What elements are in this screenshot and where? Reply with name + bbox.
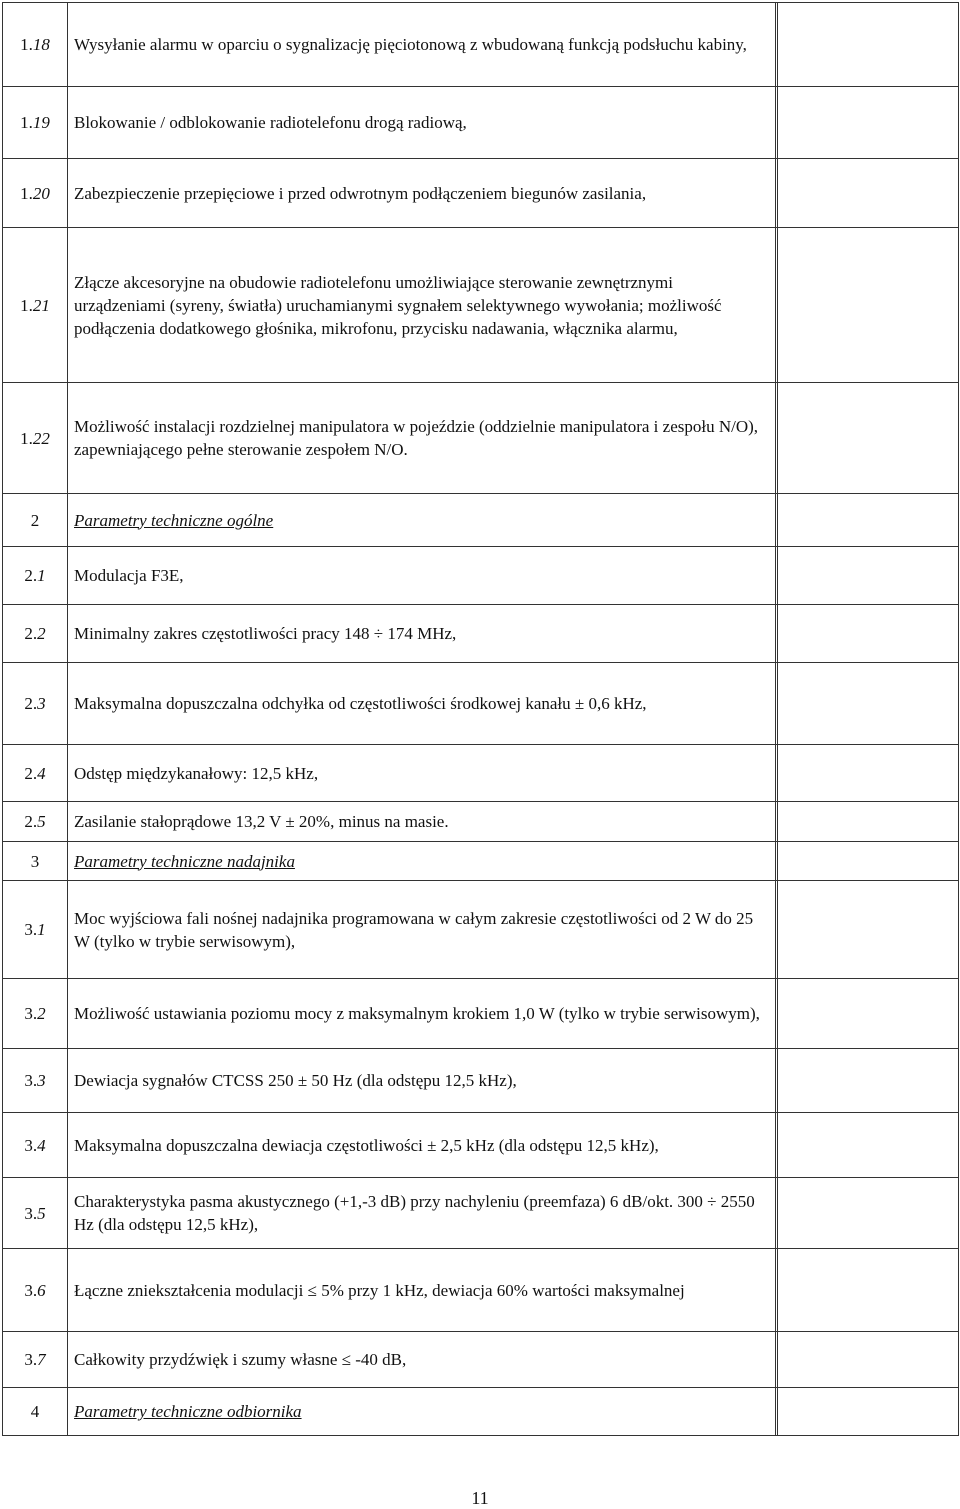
empty-cell	[778, 1178, 959, 1249]
row-description: Wysyłanie alarmu w oparciu o sygnalizację pięciotonową z wbudowaną funkcją podsłuchu kabiny,	[68, 3, 776, 87]
row-description: Blokowanie / odblokowanie radiotelefonu drogą radiową,	[68, 87, 776, 159]
row-number: 3.5	[3, 1178, 68, 1249]
table-row	[3, 383, 959, 494]
row-number: 2.2	[3, 605, 68, 663]
table-row	[3, 1049, 959, 1113]
spec-table	[2, 2, 959, 1436]
section-number: 4	[3, 1388, 68, 1436]
row-description: Minimalny zakres częstotliwości pracy 148 ÷ 174 MHz,	[68, 605, 776, 663]
table-row	[3, 547, 959, 605]
table-row	[3, 663, 959, 745]
row-description: Możliwość instalacji rozdzielnej manipulatora w pojeździe (oddzielnie manipulatora i zespołu N/O), zapewniającego pełne sterowanie zespołem N/O.	[68, 383, 776, 494]
table-row	[3, 979, 959, 1049]
section-number: 2	[3, 494, 68, 547]
row-description: Maksymalna dopuszczalna odchyłka od częstotliwości środkowej kanału ± 0,6 kHz,	[68, 663, 776, 745]
empty-cell	[778, 881, 959, 979]
row-number: 3.3	[3, 1049, 68, 1113]
section-title: Parametry techniczne nadajnika	[68, 842, 776, 881]
section-row	[3, 494, 959, 547]
empty-cell	[778, 383, 959, 494]
row-description: Zabezpieczenie przepięciowe i przed odwrotnym podłączeniem biegunów zasilania,	[68, 159, 776, 228]
row-number: 1.18	[3, 3, 68, 87]
empty-cell	[778, 87, 959, 159]
row-number: 2.3	[3, 663, 68, 745]
row-number: 1.19	[3, 87, 68, 159]
empty-cell	[778, 1332, 959, 1388]
row-number: 3.4	[3, 1113, 68, 1178]
empty-cell	[778, 745, 959, 802]
table-row	[3, 1178, 959, 1249]
empty-cell	[778, 1113, 959, 1178]
empty-cell	[778, 1249, 959, 1332]
table-row	[3, 228, 959, 383]
table-row	[3, 159, 959, 228]
empty-cell	[778, 1388, 959, 1436]
row-number: 2.4	[3, 745, 68, 802]
row-number: 3.6	[3, 1249, 68, 1332]
empty-cell	[778, 605, 959, 663]
row-number: 3.1	[3, 881, 68, 979]
table-row	[3, 802, 959, 842]
section-row	[3, 842, 959, 881]
row-description: Charakterystyka pasma akustycznego (+1,-3 dB) przy nachyleniu (preemfaza) 6 dB/okt. 300 ÷ 2550 Hz (dla odstępu 12,5 kHz),	[68, 1178, 776, 1249]
row-description: Maksymalna dopuszczalna dewiacja częstotliwości ± 2,5 kHz (dla odstępu 12,5 kHz),	[68, 1113, 776, 1178]
table-row	[3, 881, 959, 979]
section-title: Parametry techniczne ogólne	[68, 494, 776, 547]
empty-cell	[778, 1049, 959, 1113]
row-description: Modulacja F3E,	[68, 547, 776, 605]
row-description: Odstęp międzykanałowy: 12,5 kHz,	[68, 745, 776, 802]
page-number: 11	[471, 1488, 489, 1508]
row-number: 1.22	[3, 383, 68, 494]
empty-cell	[778, 979, 959, 1049]
empty-cell	[778, 159, 959, 228]
row-description: Dewiacja sygnałów CTCSS 250 ± 50 Hz (dla odstępu 12,5 kHz),	[68, 1049, 776, 1113]
empty-cell	[778, 228, 959, 383]
row-description: Moc wyjściowa fali nośnej nadajnika programowana w całym zakresie częstotliwości od 2 W do 25 W (tylko w trybie serwisowym),	[68, 881, 776, 979]
row-number: 3.7	[3, 1332, 68, 1388]
empty-cell	[778, 494, 959, 547]
row-description: Złącze akcesoryjne na obudowie radiotelefonu umożliwiające sterowanie zewnętrznymi urządzeniami (syreny, światła) uruchamianymi sygnałem selektywnego wywołania; możliwość podłączenia dodatkowego głośnika, mikrofonu, przycisku nadawania, włącznika alarmu,	[68, 228, 776, 383]
table-row	[3, 605, 959, 663]
row-number: 2.1	[3, 547, 68, 605]
section-title: Parametry techniczne odbiornika	[68, 1388, 776, 1436]
row-number: 2.5	[3, 802, 68, 842]
empty-cell	[778, 663, 959, 745]
row-description: Całkowity przydźwięk i szumy własne ≤ -40 dB,	[68, 1332, 776, 1388]
table-row	[3, 87, 959, 159]
section-number: 3	[3, 842, 68, 881]
row-number: 1.20	[3, 159, 68, 228]
table-row	[3, 1249, 959, 1332]
table-row	[3, 745, 959, 802]
row-description: Możliwość ustawiania poziomu mocy z maksymalnym krokiem 1,0 W (tylko w trybie serwisowym),	[68, 979, 776, 1049]
empty-cell	[778, 547, 959, 605]
row-number: 3.2	[3, 979, 68, 1049]
table-row	[3, 1332, 959, 1388]
row-description: Zasilanie stałoprądowe 13,2 V ± 20%, minus na masie.	[68, 802, 776, 842]
row-description: Łączne zniekształcenia modulacji ≤ 5% przy 1 kHz, dewiacja 60% wartości maksymalnej	[68, 1249, 776, 1332]
empty-cell	[778, 3, 959, 87]
empty-cell	[778, 842, 959, 881]
table-row	[3, 3, 959, 87]
empty-cell	[778, 802, 959, 842]
section-row	[3, 1388, 959, 1436]
row-number: 1.21	[3, 228, 68, 383]
table-row	[3, 1113, 959, 1178]
